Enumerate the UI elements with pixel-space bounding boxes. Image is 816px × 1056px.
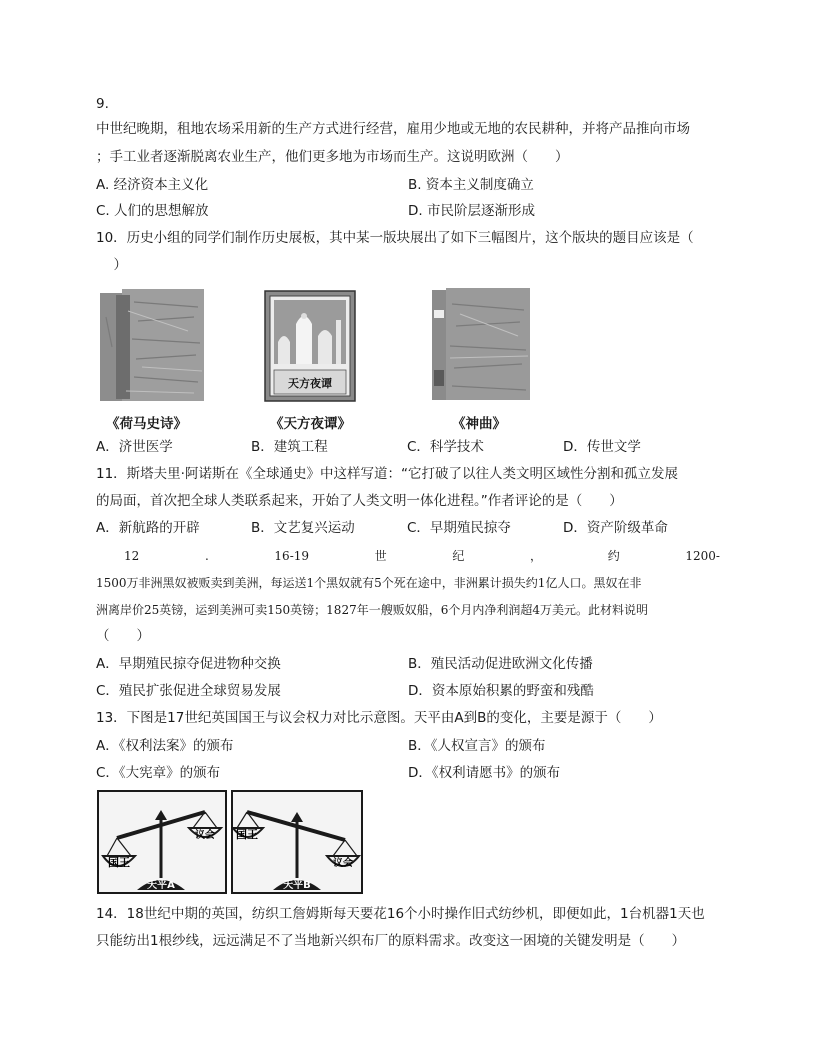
q12-option-c: C．殖民扩张促进全球贸易发展 (96, 683, 281, 699)
q11-option-c: C．早期殖民掠夺 (407, 520, 511, 536)
q12-stem-line1 (124, 547, 720, 565)
q10-stem-line1: 10．历史小组的同学们制作历史展板，其中某一版块展出了如下三幅图片，这个版块的题目应该是（ (96, 230, 694, 246)
q9-option-b: B. 资本主义制度确立 (408, 177, 534, 193)
q13-option-a: A．《权利法案》的颁布 (96, 738, 234, 754)
q12-part: . (204, 549, 209, 563)
arabian-nights-book-image (264, 290, 356, 402)
q9-option-c: C. 人们的思想解放 (96, 203, 209, 219)
scale-a-base-label: 天平A (147, 880, 175, 891)
q13-option-b: B．《人权宣言》的颁布 (408, 738, 546, 754)
power-balance-diagram (97, 790, 363, 894)
q12-part: ， (530, 549, 543, 563)
scale-b-base-label: 天平B (283, 880, 311, 891)
caption-homer-epic: 《荷马史诗》 (106, 416, 187, 432)
q12-stem-line3: 洲离岸价25英镑，运到美洲可卖150英镑；1827年一艘贩奴船，6个月内净利润超4万美元。此材料说明 (96, 603, 648, 617)
q9-number: 9. (96, 96, 109, 112)
q13-option-c: C．《大宪章》的颁布 (96, 765, 221, 781)
q12-part: 16-19 (274, 549, 310, 563)
arabian-nights-cover-title: 天方夜谭 (288, 377, 332, 390)
q9-stem-line2: ；手工业者逐渐脱离农业生产，他们更多地为市场而生产。这说明欧洲（ ） (96, 149, 569, 165)
q11-option-b: B．文艺复兴运动 (251, 520, 355, 536)
q10-option-c: C．科学技术 (407, 439, 484, 455)
q10-stem-line2: ） (100, 257, 127, 273)
q11-stem-line1: 11．斯塔夫里·阿诺斯在《全球通史》中这样写道：“它打破了以往人类文明区域性分割和孤立发展 (96, 466, 678, 482)
q12-option-b: B．殖民活动促进欧洲文化传播 (408, 656, 593, 672)
q12-part: 12 (124, 549, 140, 563)
scale-a-parliament-label: 议会 (195, 830, 215, 841)
q12-part: 约 (607, 549, 620, 563)
q11-option-d: D．资产阶级革命 (563, 520, 668, 536)
homer-epic-book-image (98, 287, 206, 405)
q11-option-a: A．新航路的开辟 (96, 520, 200, 536)
q12-part: 1200- (685, 549, 720, 563)
scale-a-panel (98, 791, 226, 893)
q10-option-b: B．建筑工程 (251, 439, 328, 455)
scale-b-parliament-label: 议会 (333, 858, 353, 869)
q13-option-d: D．《权利请愿书》的颁布 (408, 765, 561, 781)
q12-part: 纪 (452, 549, 465, 563)
q12-option-a: A．早期殖民掠夺促进物种交换 (96, 656, 281, 672)
q13-stem-line1: 13．下图是17世纪英国国王与议会权力对比示意图。天平由A到B的变化，主要是源于（ ） (96, 710, 662, 726)
caption-divine-comedy: 《神曲》 (452, 416, 506, 432)
q9-stem-line1: 中世纪晚期，租地农场采用新的生产方式进行经营，雇用少地或无地的农民耕种，并将产品推向市场 (96, 121, 690, 137)
q12-option-d: D．资本原始积累的野蛮和残酷 (408, 683, 594, 699)
q14-stem-line2: 只能纺出1根纱线，远远满足不了当地新兴织布厂的原料需求。改变这一困境的关键发明是（ ） (96, 933, 686, 949)
q12-stem-line4: （ ） (96, 628, 150, 644)
scale-b-king-label: 国王 (236, 828, 258, 841)
q10-option-d: D．传世文学 (563, 439, 641, 455)
q9-option-a: A. 经济资本主义化 (96, 177, 209, 193)
divine-comedy-book-image (430, 286, 532, 402)
q12-part: 世 (374, 549, 387, 563)
q14-stem-line1: 14．18世纪中期的英国，纺织工詹姆斯每天要花16个小时操作旧式纺纱机，即便如此，1台机器1天也 (96, 906, 705, 922)
scale-a-king-label: 国王 (108, 856, 130, 869)
q9-option-d: D. 市民阶层逐渐形成 (408, 203, 535, 219)
caption-arabian-nights: 《天方夜谭》 (270, 416, 351, 432)
scale-b-panel (232, 791, 362, 893)
q11-stem-line2: 的局面，首次把全球人类联系起来，开始了人类文明一体化进程。”作者评论的是（ ） (96, 493, 623, 509)
q12-stem-line2: 1500万非洲黑奴被贩卖到美洲，每运送1个黑奴就有5个死在途中，非洲累计损失约1亿人口。黑奴在非 (96, 576, 642, 590)
q10-option-a: A．济世医学 (96, 439, 173, 455)
